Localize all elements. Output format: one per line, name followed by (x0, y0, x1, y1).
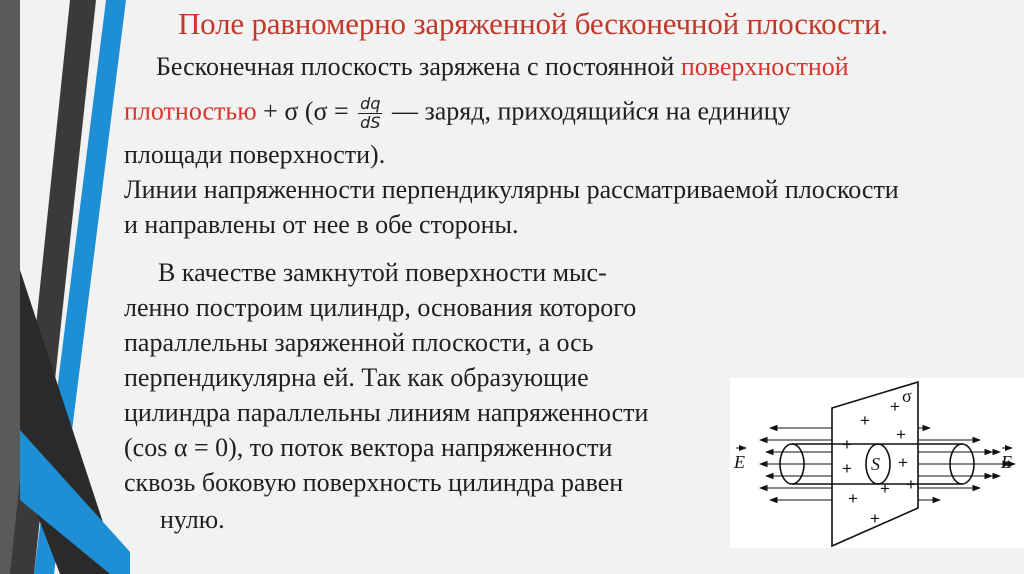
para2-line8: нулю. (160, 505, 225, 534)
fraction-numerator: dq (360, 94, 381, 113)
para1-line5: и направлены от нее в обе стороны. (124, 210, 519, 239)
fraction-denominator: dS (360, 113, 381, 132)
para1-line4: Линии напряженности перпендикулярны рассматриваемой плоскости (124, 175, 899, 204)
decorative-stripes (0, 0, 130, 574)
para2-line6: (cos α = 0), то поток вектора напряженности (124, 433, 613, 462)
plus-sign: + (890, 397, 900, 416)
slide-title: Поле равномерно заряженной бесконечной плоскости. (178, 6, 889, 41)
plus-sign: + (842, 435, 852, 454)
para1-line1-text: Бесконечная плоскость заряжена с постоянной (156, 52, 681, 81)
plus-sign: + (906, 475, 916, 494)
plus-sign: + (870, 509, 880, 528)
sigma-label: σ (902, 386, 912, 406)
e-vector-right (1000, 448, 1012, 472)
e-vector-left (733, 448, 746, 472)
para1-line3: площади поверхности). (124, 140, 386, 169)
highlight-surface: поверхностной (680, 52, 849, 81)
plus-sign: + (896, 425, 906, 444)
plus-sign: + (842, 459, 852, 478)
stripe-grey-edge (0, 0, 20, 574)
e-label-right: E (1001, 452, 1012, 472)
field-lines-left (760, 428, 840, 500)
para2-line4: перпендикулярна ей. Так как образующие (124, 363, 589, 392)
figure-svg (730, 378, 1024, 548)
plus-sign: + (898, 453, 908, 472)
para1-line1 (156, 52, 849, 82)
fraction-dq-ds (358, 95, 382, 132)
para2-line1: В качестве замкнутой поверхности мыс- (158, 258, 607, 287)
plus-sign: + (880, 479, 890, 498)
sigma-def-end: — заряд, приходящийся на единицу (385, 96, 791, 126)
charged-plane-figure (730, 378, 1024, 548)
plus-sign: + (848, 489, 858, 508)
area-label-s: S (871, 454, 880, 474)
para1-line2 (124, 95, 791, 132)
sigma-def-start: + σ (σ = (256, 96, 356, 126)
para2-line3: параллельны заряженной плоскости, а ось (124, 328, 594, 357)
para2-line7: сквозь боковую поверхность цилиндра равен (124, 468, 624, 497)
para2-line5: цилиндра параллельны линиям напряженности (124, 398, 649, 427)
e-label-left: E (734, 452, 745, 472)
highlight-density: плотностью (124, 96, 257, 126)
para2-line2: ленно построим цилиндр, основания которого (124, 293, 637, 322)
plus-sign: + (860, 411, 870, 430)
